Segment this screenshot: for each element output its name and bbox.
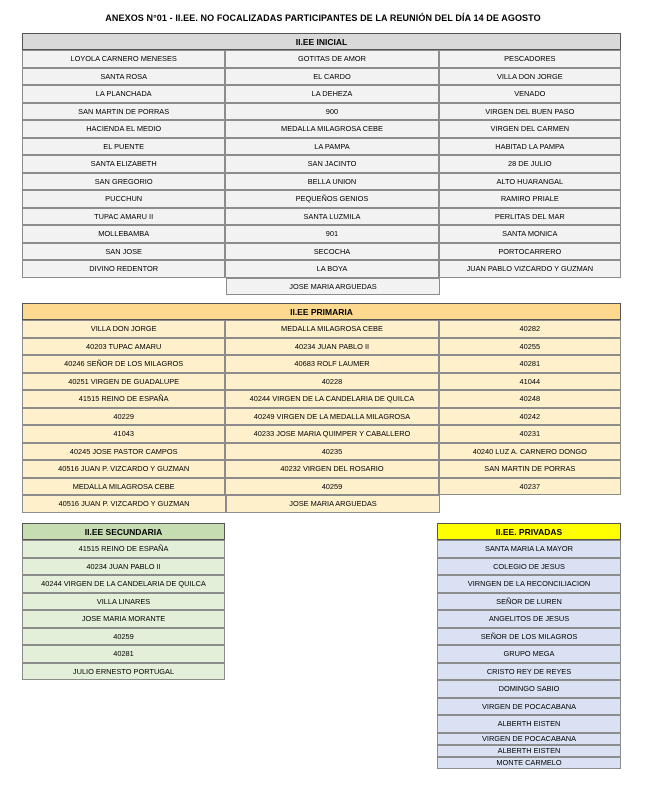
table-cell: BELLA UNION — [225, 173, 438, 191]
table-row — [22, 260, 621, 278]
table-row — [22, 50, 621, 68]
table-cell: 40240 LUZ A. CARNERO DONGO — [439, 443, 621, 461]
table-row — [22, 408, 621, 426]
table-cell: 40516 JUAN P. VIZCARDO Y GUZMAN — [22, 460, 225, 478]
table-cell: TUPAC AMARU II — [22, 208, 225, 226]
table-cell: VIRGEN DEL BUEN PASO — [439, 103, 621, 121]
table-cell: 40203 TUPAC AMARU — [22, 338, 225, 356]
table-cell: 40246 SEÑOR DE LOS MILAGROS — [22, 355, 225, 373]
list-item: 40244 VIRGEN DE LA CANDELARIA DE QUILCA — [22, 575, 225, 593]
table-cell: SAN JACINTO — [225, 155, 438, 173]
table-cell: SAN GREGORIO — [22, 173, 225, 191]
table-row — [22, 208, 621, 226]
table-cell: MEDALLA MILAGROSA CEBE — [225, 120, 438, 138]
table-cell: GOTITAS DE AMOR — [225, 50, 438, 68]
table-cell: 40245 JOSE PASTOR CAMPOS — [22, 443, 225, 461]
list-item: VIRGEN DE POCACABANA — [437, 698, 621, 716]
table-cell: RAMIRO PRIALE — [439, 190, 621, 208]
list-item: SEÑOR DE LOS MILAGROS — [437, 628, 621, 646]
list-item: ALBERTH EISTEN — [437, 715, 621, 733]
table-cell: 40234 JUAN PABLO II — [225, 338, 438, 356]
list-item: 40259 — [22, 628, 225, 646]
table-cell: 40248 — [439, 390, 621, 408]
table-cell: SAN JOSE — [22, 243, 225, 261]
table-cell: 40228 — [225, 373, 438, 391]
list-item: VIRNGEN DE LA RECONCILIACION — [437, 575, 621, 593]
table-row — [22, 355, 621, 373]
table-cell: 40233 JOSE MARIA QUIMPER Y CABALLERO — [225, 425, 438, 443]
inicial-table — [22, 33, 621, 295]
table-cell: HABITAD LA PAMPA — [439, 138, 621, 156]
table-cell: 900 — [225, 103, 438, 121]
table-cell: JOSE MARIA ARGUEDAS — [226, 495, 440, 513]
list-item: ANGELITOS DE JESUS — [437, 610, 621, 628]
list-item: 40281 — [22, 645, 225, 663]
table-cell: 40249 VIRGEN DE LA MEDALLA MILAGROSA — [225, 408, 438, 426]
table-cell: 40237 — [439, 478, 621, 496]
secundaria-header: II.EE SECUNDARIA — [22, 523, 225, 540]
table-cell: PORTOCARRERO — [439, 243, 621, 261]
table-cell: SANTA ELIZABETH — [22, 155, 225, 173]
table-row — [22, 278, 621, 296]
list-item: JOSE MARIA MORANTE — [22, 610, 225, 628]
table-cell: 40683 ROLF LAUMER — [225, 355, 438, 373]
table-row — [22, 85, 621, 103]
list-item: MONTE CARMELO — [437, 757, 621, 769]
list-item: DOMINGO SABIO — [437, 680, 621, 698]
list-item: VILLA LINARES — [22, 593, 225, 611]
privadas-table — [437, 523, 621, 769]
table-cell: VILLA DON JORGE — [439, 68, 621, 86]
table-row — [22, 320, 621, 338]
table-cell: SECOCHA — [225, 243, 438, 261]
table-cell: PEQUEÑOS GENIOS — [225, 190, 438, 208]
table-cell: MEDALLA MILAGROSA CEBE — [225, 320, 438, 338]
table-cell: LOYOLA CARNERO MENESES — [22, 50, 225, 68]
table-cell: JOSE MARIA ARGUEDAS — [226, 278, 440, 296]
table-cell: PERLITAS DEL MAR — [439, 208, 621, 226]
table-row — [22, 68, 621, 86]
table-cell: LA DEHEZA — [225, 85, 438, 103]
table-row — [22, 443, 621, 461]
table-cell: 40251 VIRGEN DE GUADALUPE — [22, 373, 225, 391]
table-cell: PESCADORES — [439, 50, 621, 68]
table-cell: DIVINO REDENTOR — [22, 260, 225, 278]
table-cell: VILLA DON JORGE — [22, 320, 225, 338]
table-cell: 41515 REINO DE ESPAÑA — [22, 390, 225, 408]
table-cell: SANTA ROSA — [22, 68, 225, 86]
list-item: 41515 REINO DE ESPAÑA — [22, 540, 225, 558]
primaria-rows — [22, 320, 621, 495]
table-cell: SAN MARTIN DE PORRAS — [439, 460, 621, 478]
table-cell: 40229 — [22, 408, 225, 426]
table-row — [22, 120, 621, 138]
table-cell: 901 — [225, 225, 438, 243]
table-cell: SANTA MONICA — [439, 225, 621, 243]
document-title: ANEXOS N°01 - II.EE. NO FOCALIZADAS PARTICIPANTES DE LA REUNIÓN DEL DÍA 14 DE AGOSTO — [105, 13, 541, 23]
table-row — [22, 425, 621, 443]
list-item: VIRGEN DE POCACABANA — [437, 733, 621, 745]
table-row — [22, 138, 621, 156]
table-row — [22, 390, 621, 408]
inicial-rows — [22, 50, 621, 278]
table-row — [22, 225, 621, 243]
table-row — [22, 190, 621, 208]
table-row — [22, 338, 621, 356]
table-cell: MEDALLA MILAGROSA CEBE — [22, 478, 225, 496]
table-cell: 41044 — [439, 373, 621, 391]
list-item: JULIO ERNESTO PORTUGAL — [22, 663, 225, 681]
list-item: SANTA MARIA LA MAYOR — [437, 540, 621, 558]
list-item: CRISTO REY DE REYES — [437, 663, 621, 681]
table-row — [22, 173, 621, 191]
table-cell: 40244 VIRGEN DE LA CANDELARIA DE QUILCA — [225, 390, 438, 408]
table-cell: LA PAMPA — [225, 138, 438, 156]
secundaria-table — [22, 523, 225, 680]
table-cell: JUAN PABLO VIZCARDO Y GUZMAN — [439, 260, 621, 278]
privadas-list — [437, 540, 621, 769]
table-cell: 40255 — [439, 338, 621, 356]
list-item: COLEGIO DE JESUS — [437, 558, 621, 576]
table-cell: SAN MARTIN DE PORRAS — [22, 103, 225, 121]
table-cell: 40259 — [225, 478, 438, 496]
table-cell: 41043 — [22, 425, 225, 443]
table-cell: 40232 VIRGEN DEL ROSARIO — [225, 460, 438, 478]
table-cell: SANTA LUZMILA — [225, 208, 438, 226]
table-row — [22, 243, 621, 261]
table-cell: LA BOYA — [225, 260, 438, 278]
privadas-header: II.EE. PRIVADAS — [437, 523, 621, 540]
table-cell: EL CARDO — [225, 68, 438, 86]
table-cell: 40242 — [439, 408, 621, 426]
list-item: SEÑOR DE LUREN — [437, 593, 621, 611]
table-cell: MOLLEBAMBA — [22, 225, 225, 243]
table-row — [22, 373, 621, 391]
table-row — [22, 495, 621, 513]
table-cell: HACIENDA EL MEDIO — [22, 120, 225, 138]
table-cell: EL PUENTE — [22, 138, 225, 156]
table-row — [22, 478, 621, 496]
table-row — [22, 155, 621, 173]
primaria-table — [22, 303, 621, 513]
table-cell: 40282 — [439, 320, 621, 338]
table-cell: PUCCHUN — [22, 190, 225, 208]
primaria-header: II.EE PRIMARIA — [22, 303, 621, 320]
list-item: GRUPO MEGA — [437, 645, 621, 663]
table-cell: ALTO HUARANGAL — [439, 173, 621, 191]
secundaria-list — [22, 540, 225, 680]
table-row — [22, 103, 621, 121]
table-cell: VENADO — [439, 85, 621, 103]
table-cell: 40231 — [439, 425, 621, 443]
list-item: 40234 JUAN PABLO II — [22, 558, 225, 576]
table-cell: 40281 — [439, 355, 621, 373]
table-cell: 40516 JUAN P. VIZCARDO Y GUZMAN — [22, 495, 226, 513]
list-item: ALBERTH EISTEN — [437, 745, 621, 757]
table-cell: 28 DE JULIO — [439, 155, 621, 173]
table-row — [22, 460, 621, 478]
table-cell: 40235 — [225, 443, 438, 461]
table-cell: LA PLANCHADA — [22, 85, 225, 103]
inicial-header: II.EE INICIAL — [22, 33, 621, 50]
table-cell: VIRGEN DEL CARMEN — [439, 120, 621, 138]
